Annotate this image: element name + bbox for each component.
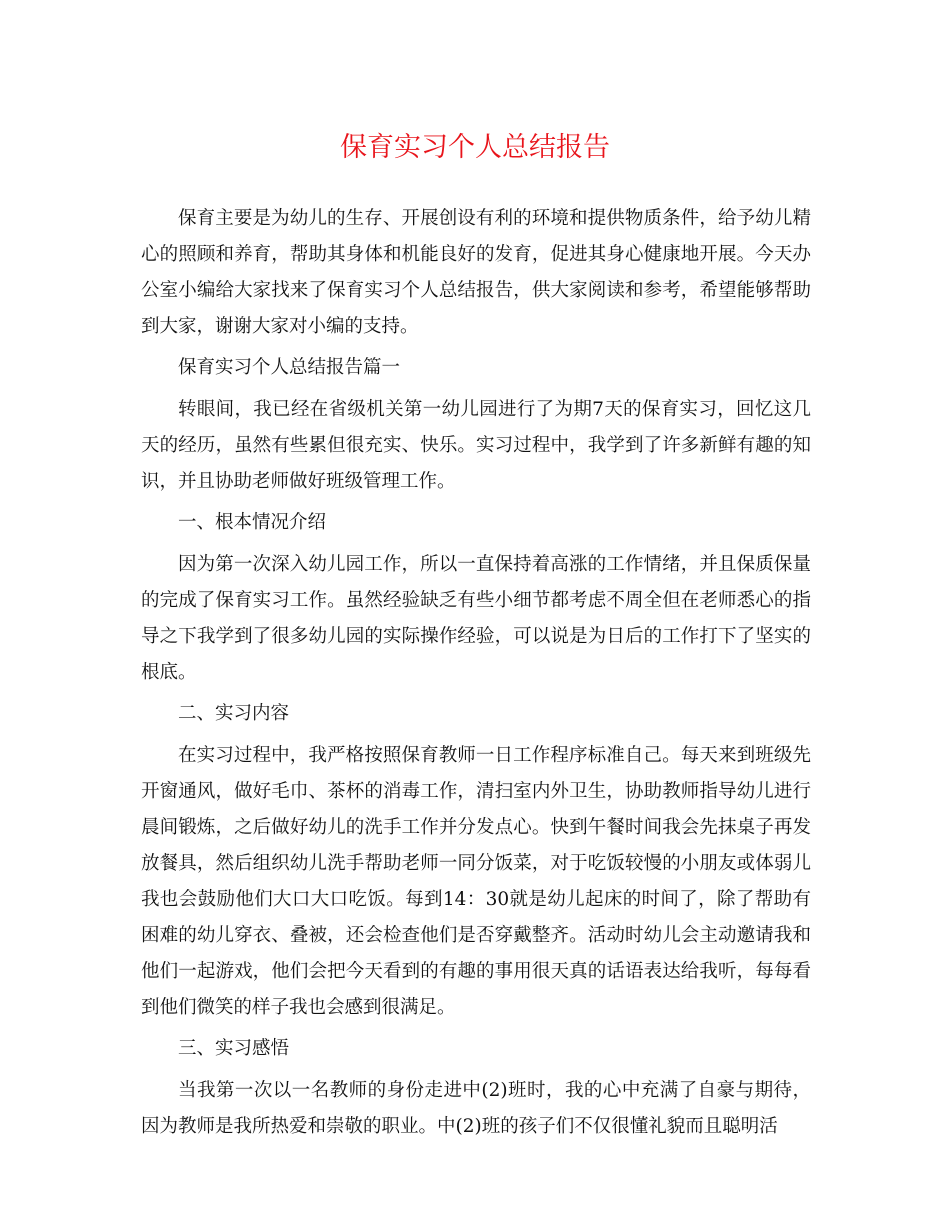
paragraph-overview: 转眼间，我已经在省级机关第一幼儿园进行了为期7天的保育实习，回忆这几天的经历，虽然有些累但很充实、快乐。实习过程中，我学到了许多新鲜有趣的知识，并且协助老师做好班级管理工作。	[141, 399, 811, 492]
section-heading-basic-situation: 一、根本情况介绍	[178, 512, 327, 533]
paragraph-basic-situation: 因为第一次深入幼儿园工作，所以一直保持着高涨的工作情绪，并且保质保量的完成了保育实习工作。虽然经验缺乏有些小细节都考虑不周全但在老师悉心的指导之下我学到了很多幼儿园的实际操作经验，可以说是为日后的工作打下了坚实的根底。	[141, 554, 811, 683]
document-title: 保育实习个人总结报告	[340, 132, 610, 163]
paragraph-internship-content: 在实习过程中，我严格按照保育教师一日工作程序标准自己。每天来到班级先开窗通风，做好毛巾、茶杯的消毒工作，清扫室内外卫生，协助教师指导幼儿进行晨间锻炼，之后做好幼儿的洗手工作并分发点心。快到午餐时间我会先抹桌子再发放餐具，然后组织幼儿洗手帮助老师一同分饭菜，对于吃饭较慢的小朋友或体弱儿我也会鼓励他们大口大口吃饭。每到14：30就是幼儿起床的时间了，除了帮助有困难的幼儿穿衣、叠被，还会检查他们是否穿戴整齐。活动时幼儿会主动邀请我和他们一起游戏，他们会把今天看到的有趣的事用很天真的话语表达给我听，每每看到他们微笑的样子我也会感到很满足。	[141, 745, 811, 1018]
section-heading-part-one: 保育实习个人总结报告篇一	[178, 357, 401, 378]
section-heading-internship-content: 二、实习内容	[178, 703, 290, 724]
document-body	[141, 201, 811, 1150]
section-heading-reflections: 三、实习感悟	[178, 1038, 290, 1059]
intro-paragraph: 保育主要是为幼儿的生存、开展创设有利的环境和提供物质条件，给予幼儿精心的照顾和养育，帮助其身体和机能良好的发育，促进其身心健康地开展。今天办公室小编给大家找来了保育实习个人总结报告，供大家阅读和参考，希望能够帮助到大家，谢谢大家对小编的支持。	[141, 208, 811, 337]
paragraph-reflections: 当我第一次以一名教师的身份走进中(2)班时，我的心中充满了自豪与期待，因为教师是我所热爱和崇敬的职业。中(2)班的孩子们不仅很懂礼貌而且聪明活	[141, 1080, 811, 1137]
